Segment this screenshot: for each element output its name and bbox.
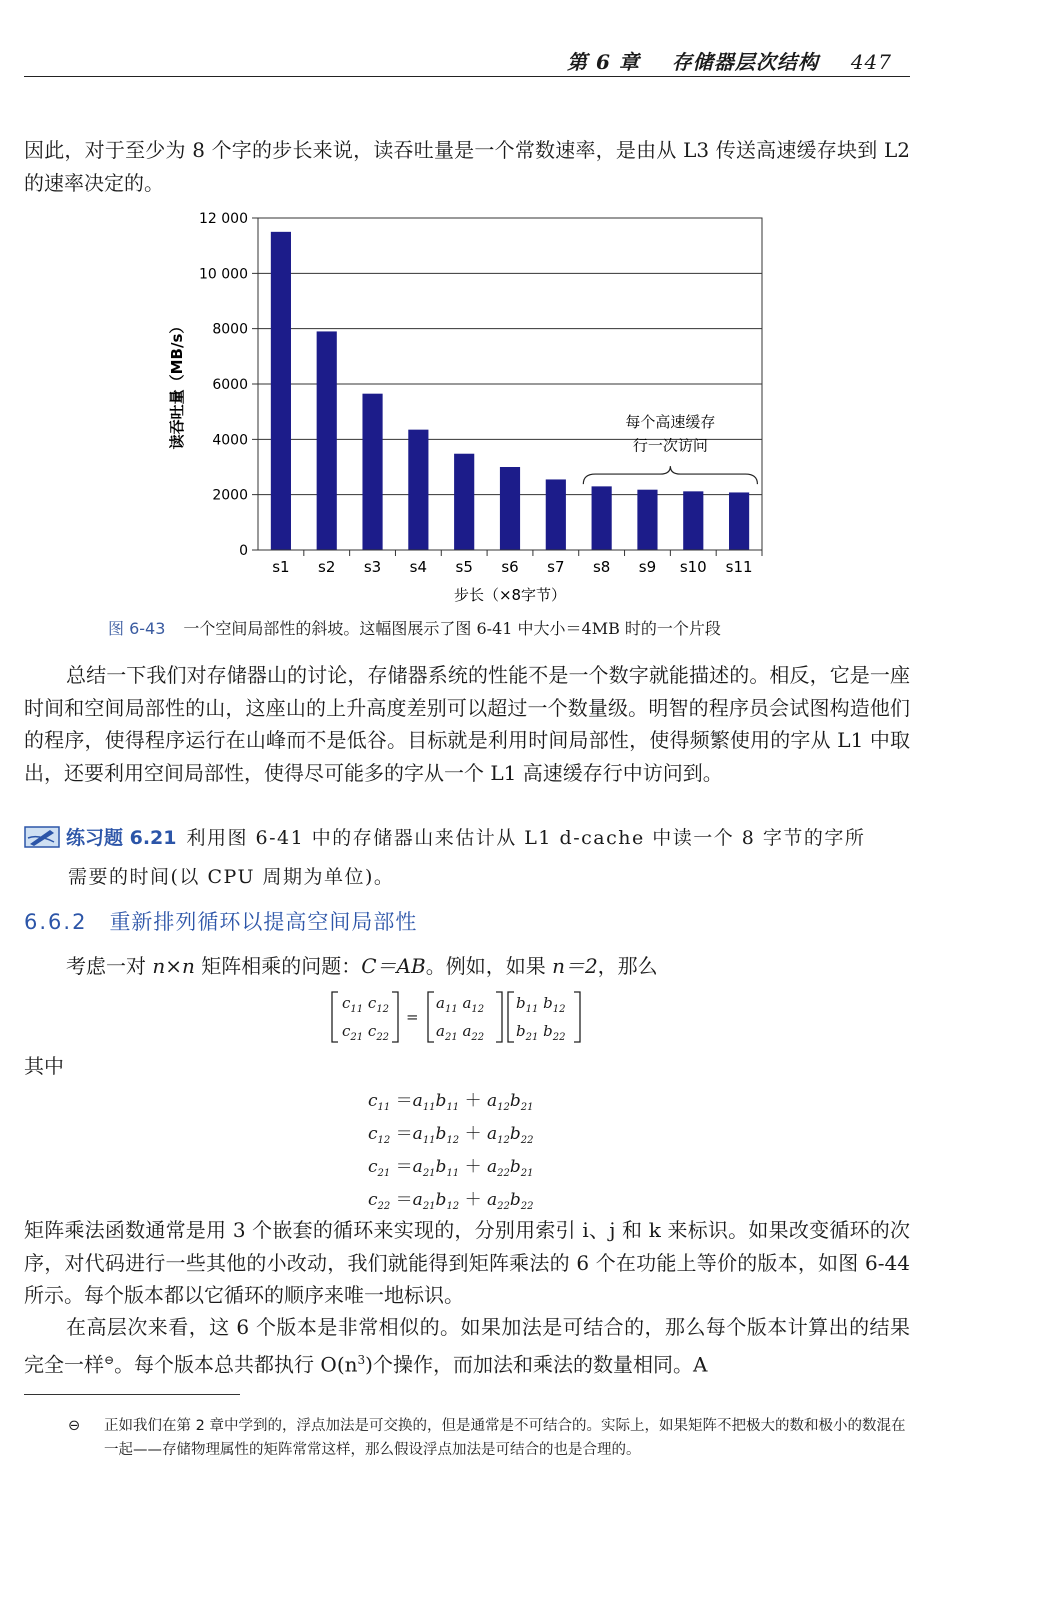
paragraph-summary: 总结一下我们对存储器山的讨论，存储器系统的性能不是一个数字就能描述的。相反，它是一座时间和空间局部性的山，这座山的上升高度差别可以超过一个数量级。明智的程序员会试图构造他们的程序，使得程序运行在山峰而不是低谷。目标就是利用时间局部性，使得频繁使用的字从 L1 中取出，还要利用空间局部性，使得尽可能多的字从一个 L1 高速缓存行中访问到。 — [24, 663, 910, 785]
x-tick-label: s1 — [272, 558, 290, 576]
exercise-text: 利用图 6-41 中的存储器山来估计从 L1 d-cache 中读一个 8 字节的字所 — [186, 827, 866, 849]
svg-text:c11 c12: $c_{11}$ $c_{12}$ — [342, 994, 390, 1015]
bar-chart — [160, 204, 800, 604]
svg-text:a11 a12: $a_{11}$ $a_{12}$ — [436, 994, 485, 1015]
exercise-pencil-icon — [24, 824, 60, 861]
footnote-ref-icon: ⊖ — [104, 1352, 115, 1367]
chapter-number: 第 6 章 — [567, 50, 640, 74]
x-tick-label: s3 — [363, 558, 382, 576]
x-tick-labels — [272, 550, 762, 576]
paragraph-where: 其中 — [24, 1054, 64, 1078]
svg-text:c22 ＝a21b12 ＋ a22b22: $c_{22} =a_{21}b_{12} + a_{22}b_{22}$ — [368, 1190, 534, 1212]
y-tick-label: 2000 — [212, 487, 248, 504]
x-tick-label: s6 — [501, 558, 519, 576]
x-tick-label: s2 — [318, 558, 336, 576]
svg-text:c11 ＝a11b11 ＋ a12b21: $c_{11} =a_{11}b_{11} + a_{12}b_{21}$ — [368, 1091, 534, 1113]
bar-s11 — [729, 492, 749, 550]
exercise-text-cont: 需要的时间(以 CPU 周期为单位)。 — [68, 866, 395, 888]
chapter-title: 存储器层次结构 — [671, 50, 819, 74]
bar-s5 — [454, 454, 474, 550]
annotation-line1: 每个高速缓存 — [625, 412, 716, 431]
paragraph-loops: 矩阵乘法函数通常是用 3 个嵌套的循环来实现的，分别用索引 i、j 和 k 来标识。如果改变循环的次序，对代码进行一些其他的小改动，我们就能得到矩阵乘法的 6 个在功能上等价的版本，如图 6-44 所示。每个版本都以它循环的顺序来唯一地标识。 — [24, 1218, 910, 1307]
y-tick-label: 6000 — [212, 377, 248, 393]
bar-s4 — [408, 430, 428, 550]
page-number: 447 — [850, 50, 892, 74]
svg-text:c21 c22: $c_{21}$ $c_{22}$ — [342, 1022, 390, 1043]
matrix-equation — [330, 988, 600, 1048]
section-heading — [24, 906, 417, 936]
section-number: 6.6.2 — [24, 910, 88, 934]
annotation-brace — [583, 466, 757, 484]
svg-text:c12 ＝a11b12 ＋ a12b22: $c_{12} =a_{11}b_{12} + a_{12}b_{22}$ — [368, 1124, 534, 1146]
x-tick-label: s10 — [679, 558, 707, 576]
running-header — [24, 44, 910, 77]
svg-text:c21 ＝a21b11 ＋ a22b21: $c_{21} =a_{21}b_{11} + a_{22}b_{21}$ — [368, 1157, 534, 1179]
x-tick-label: s9 — [638, 558, 657, 576]
figure-caption — [108, 616, 721, 639]
x-tick-label: s5 — [455, 558, 473, 576]
footnote-rule — [24, 1394, 240, 1395]
footnote-text: 正如我们在第 2 章中学到的，浮点加法是可交换的，但是通常是不可结合的。实际上，如果矩阵不把极大的数和极小的数混在一起——存储物理属性的矩阵常常这样，那么假设浮点加法是可结合的也是合理的。 — [104, 1418, 906, 1458]
bar-s7 — [546, 479, 566, 550]
svg-text:b21 b22: $b_{21}$ $b_{22}$ — [516, 1022, 566, 1043]
y-tick-label: 8000 — [212, 321, 248, 338]
footnote — [68, 1414, 908, 1462]
bar-s10 — [683, 491, 703, 550]
svg-text:a21 a22: $a_{21}$ $a_{22}$ — [436, 1022, 485, 1043]
bar-s3 — [362, 394, 382, 550]
y-tick-labels — [199, 211, 248, 559]
bar-s9 — [637, 490, 657, 550]
x-axis-label: 步长（×8字节） — [453, 586, 567, 604]
bar-s2 — [317, 331, 337, 550]
bar-s8 — [592, 486, 612, 550]
y-tick-label: 10 000 — [199, 266, 248, 283]
y-tick-label: 12 000 — [199, 211, 248, 227]
exercise-label: 练习题 6.21 — [66, 827, 177, 849]
x-tick-label: s7 — [547, 558, 565, 576]
paragraph-high-level: 在高层次来看，这 6 个版本是非常相似的。如果加法是可结合的，那么每个版本计算出的结果完全一样⊖。每个版本总共都执行 $O(n^3)$个操作，而加法和乘法的数量相同。A — [24, 1315, 910, 1377]
y-tick-label: 0 — [239, 543, 248, 559]
caption-text: 一个空间局部性的斜坡。这幅图展示了图 6-41 中大小＝4MB 时的一个片段 — [183, 619, 721, 638]
footnote-mark: ⊖ — [68, 1418, 81, 1434]
bar-s1 — [271, 232, 291, 550]
component-equations — [368, 1084, 588, 1214]
annotation-line2: 行一次访问 — [632, 436, 708, 455]
chart-bars — [271, 232, 749, 550]
exercise-block — [24, 822, 910, 894]
x-tick-label: s11 — [725, 558, 753, 576]
x-tick-label: s8 — [592, 558, 611, 576]
svg-text:b11 b12: $b_{11}$ $b_{12}$ — [516, 994, 566, 1015]
figure-number: 图 6-43 — [108, 619, 166, 638]
svg-text:=: = — [406, 1008, 419, 1026]
section-title: 重新排列循环以提高空间局部性 — [109, 910, 418, 934]
y-tick-label: 4000 — [212, 432, 248, 449]
bar-s6 — [500, 467, 520, 550]
paragraph-matrix-intro: 考虑一对 n×n 矩阵相乘的问题：C＝AB。例如，如果 n＝2，那么 — [66, 954, 658, 978]
paragraph-intro: 因此，对于至少为 8 个字的步长来说，读吞吐量是一个常数速率，是由从 L3 传送高速缓存块到 L2 的速率决定的。 — [24, 138, 910, 195]
x-tick-label: s4 — [409, 558, 428, 576]
y-axis-label: 读吞吐量（MB/s） — [168, 318, 186, 450]
